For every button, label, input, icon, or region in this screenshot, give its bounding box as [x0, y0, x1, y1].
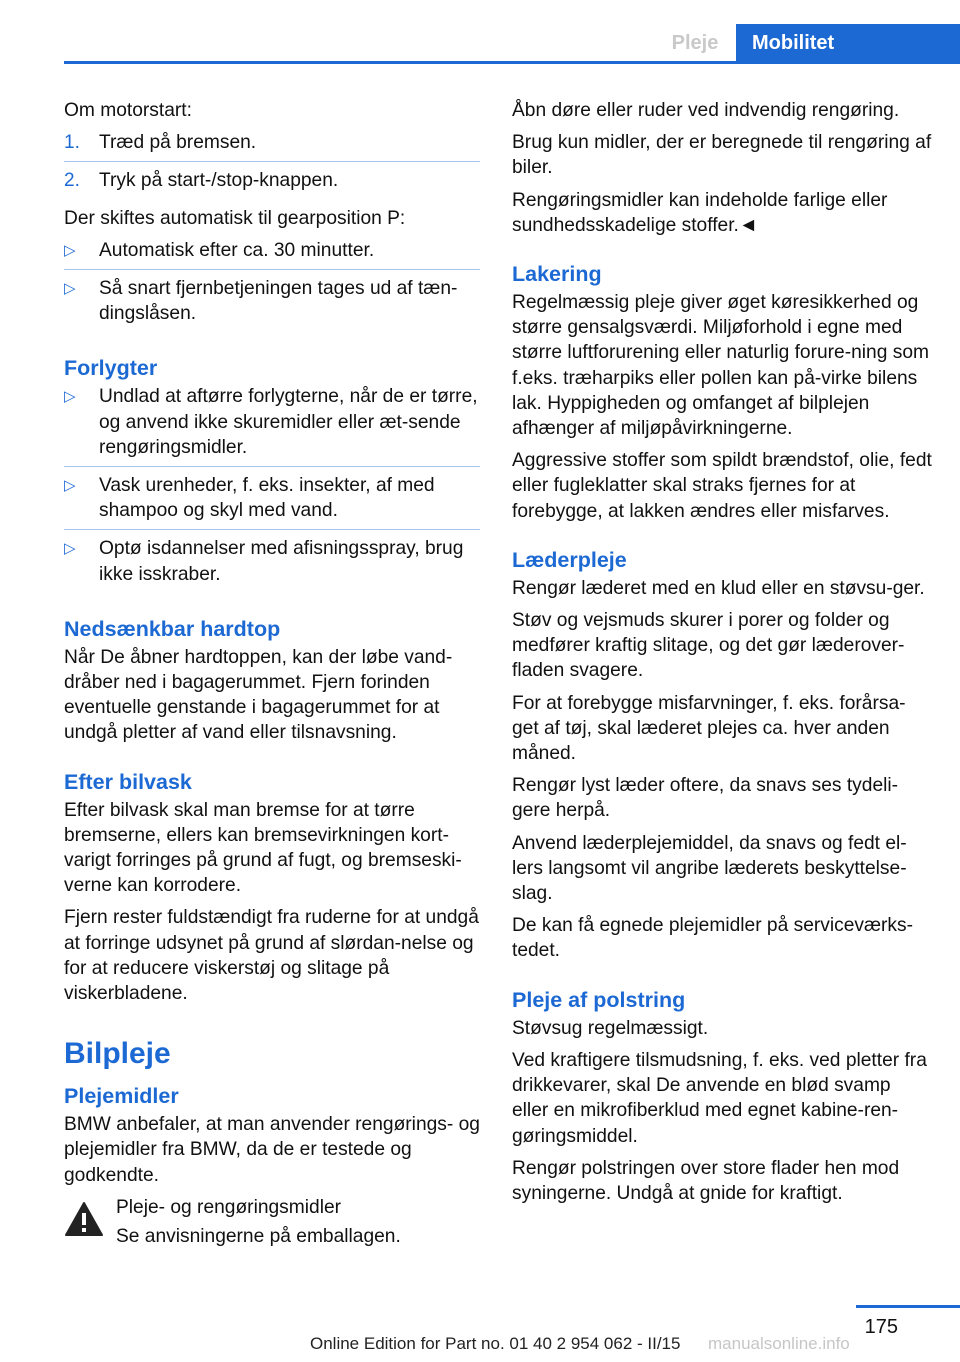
triangle-bullet-icon: ▷ [64, 388, 76, 406]
bilpleje-heading: Bilpleje [64, 1037, 171, 1071]
gear-text: Der skiftes automatisk til gearposition P: [64, 207, 406, 229]
warning-title: Pleje- og rengøringsmidler [116, 1196, 342, 1218]
warning-continued-1: Åbn døre eller ruder ved indvendig rengøring. [512, 100, 900, 121]
laeder-heading: Læderpleje [512, 547, 627, 572]
triangle-bullet-icon: ▷ [64, 241, 76, 259]
triangle-bullet-icon: ▷ [64, 280, 76, 298]
bilvask-heading: Efter bilvask [64, 769, 192, 794]
tab-pleje[interactable]: Pleje [671, 32, 719, 54]
polstring-text-3: Rengør polstringen over store flader hen mod syningerne. Undgå at gnide for kraftigt. [512, 1157, 900, 1204]
left-column [64, 98, 480, 1256]
motorstart-steps [64, 130, 480, 199]
plejemidler-heading: Plejemidler [64, 1084, 179, 1109]
right-column [512, 98, 932, 1213]
lakering-text-2: Aggressive stoffer som spildt brændstof, olie, fedt eller fugleklatter skal straks fjernes for at forebygge, at lakken ændres eller misfarves. [512, 450, 932, 522]
list-item: ▷ Så snart fjernbetjeningen tages ud af tæn-dingslåsen. [64, 278, 458, 325]
edition-note: Online Edition for Part no. 01 40 2 954 062 - II/15 [310, 1334, 681, 1353]
plejemidler-text: BMW anbefaler, at man anvender rengørings- og plejemidler fra BMW, da de er testede og godkendte. [64, 1114, 480, 1186]
bilvask-text-1: Efter bilvask skal man bremse for at tørre bremserne, ellers kan bremsevirkningen kort-varigt forringes på grund af fugt, og bremseski-verne kan korrodere. [64, 799, 462, 897]
laeder-text-5: Anvend læderplejemiddel, da snavs og fedt el-lers langsomt vil angribe læderets beskyttelse-slag. [512, 832, 907, 905]
laeder-text-2: Støv og vejsmuds skurer i porer og folder og medfører kraftig slitage, og det gør læderover-fladen svagere. [512, 610, 905, 682]
forlygter-heading: Forlygter [64, 356, 158, 381]
forlygter-bullets [64, 384, 480, 592]
polstring-heading: Pleje af polstring [512, 987, 686, 1012]
warning-continued-2: Brug kun midler, der er beregnede til rengøring af biler. [512, 132, 932, 179]
motorstart-intro: Om motorstart: [64, 100, 192, 121]
list-item: 1. Træd på bremsen. [64, 130, 480, 162]
step-number: 2. [64, 170, 80, 192]
laeder-text-4: Rengør lyst læder oftere, da snavs ses tydeli-gere herpå. [512, 775, 899, 822]
warning-text: Se anvisningerne på emballagen. [116, 1226, 401, 1248]
laeder-text-3: For at forebygge misfarvninger, f. eks. forårsa-get af tøj, skal læderet plejes ca. hver anden måned. [512, 692, 906, 765]
page-number: 175 [864, 1316, 898, 1338]
bilvask-text-2: Fjern rester fuldstændigt fra ruderne for at undgå at forringe udsynet på grund af slørdan-nelse og for at reducere viskerstøj og slitage på viskerbladene. [64, 907, 479, 1005]
laeder-text-1: Rengør læderet med en klud eller en støvsu-ger. [512, 577, 925, 599]
step-number: 1. [64, 132, 80, 154]
tab-mobilitet[interactable]: Mobilitet [736, 24, 960, 62]
warning-triangle-icon [64, 1201, 104, 1237]
list-item: ▷ Optø isdannelser med afisningsspray, brug ikke isskraber. [64, 538, 464, 585]
footer-rule [856, 1305, 960, 1308]
lakering-text-1: Regelmæssig pleje giver øget køresikkerhed og større gensalgsværdi. Miljøforhold i egne med større luftforurening eller naturlig forure-ning som f.eks. træharpiks eller pollen kan på-virke bilens lak. Hyppigheden og omfanget af bilplejen afhænger af miljøpåvirkningerne. [512, 292, 929, 440]
watermark: manualsonline.info [708, 1334, 850, 1353]
polstring-text-1: Støvsug regelmæssigt. [512, 1017, 709, 1039]
list-item: ▷ Automatisk efter ca. 30 minutter. [64, 238, 480, 270]
laeder-text-6: De kan få egnede plejemidler på serviceværks-tedet. [512, 915, 913, 962]
gear-bullets [64, 238, 480, 333]
warning-continued-3: Rengøringsmidler kan indeholde farlige eller sundhedsskadelige stoffer.◄ [512, 189, 888, 236]
warning-box [64, 1195, 480, 1249]
lakering-heading: Lakering [512, 262, 602, 287]
polstring-text-2: Ved kraftigere tilsmudsning, f. eks. ved pletter fra drikkevarer, skal De anvende en blød svamp eller en mikrofiberklud med egnet kabine-ren-gøringsmiddel. [512, 1049, 927, 1147]
list-item: ▷ Vask urenheder, f. eks. insekter, af med shampoo og skyl med vand. [64, 473, 480, 530]
triangle-bullet-icon: ▷ [64, 477, 76, 495]
list-item: 2. Tryk på start-/stop-knappen. [64, 168, 480, 199]
triangle-bullet-icon: ▷ [64, 540, 76, 558]
list-item: ▷ Undlad at aftørre forlygterne, når de er tørre, og anvend ikke skuremidler eller æt-sende rengøringsmidler. [64, 384, 480, 467]
hardtop-text: Når De åbner hardtoppen, kan der løbe vand-dråber ned i bagagerummet. Fjern forinden eventuelle genstande i bagagerummet for at undgå pletter af vand eller tilsnavsning. [64, 646, 453, 744]
hardtop-heading: Nedsænkbar hardtop [64, 616, 281, 641]
